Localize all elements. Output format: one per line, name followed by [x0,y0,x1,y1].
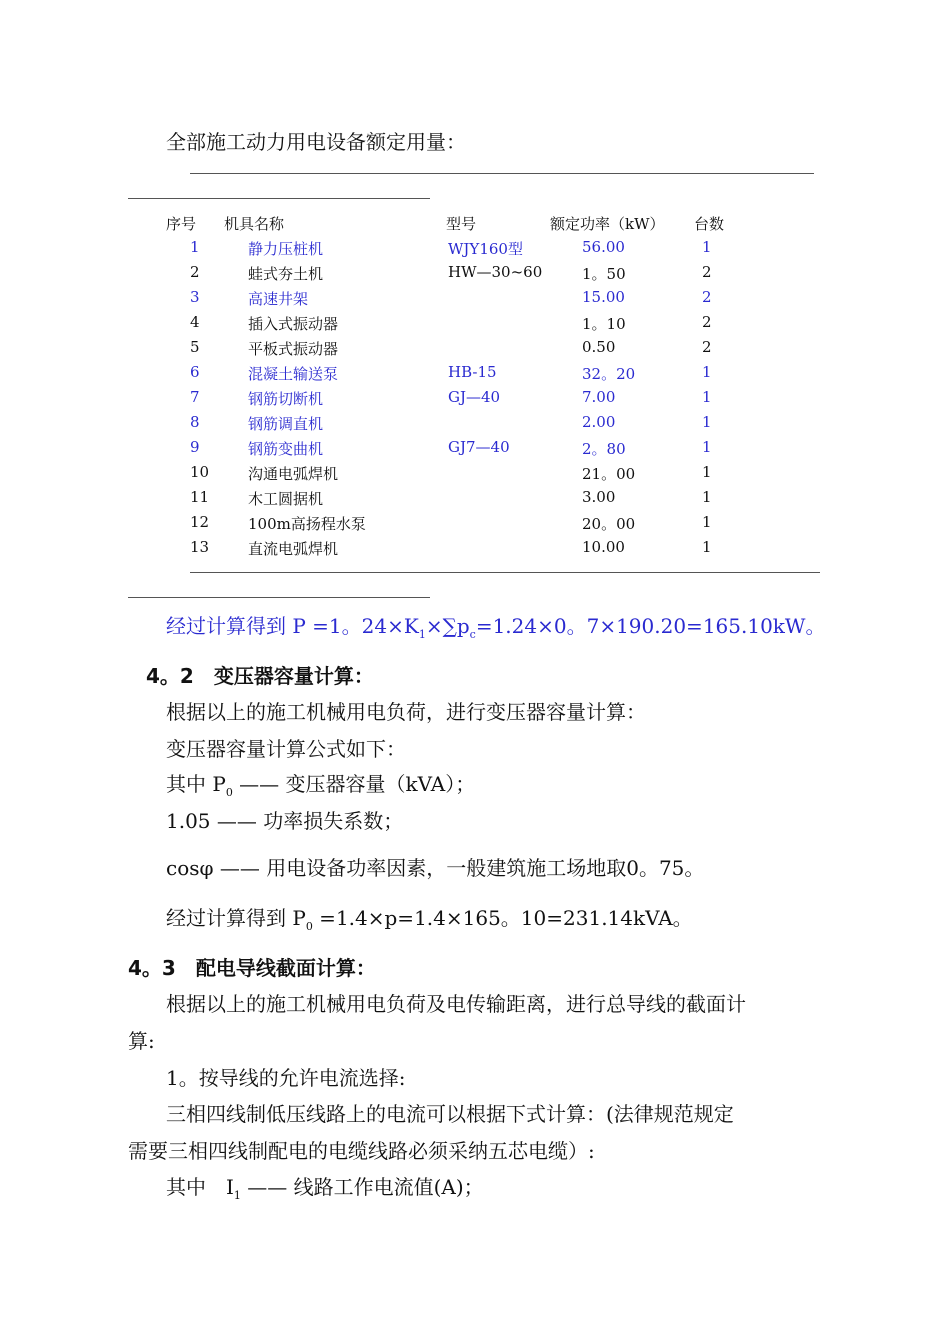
table-header [0,213,950,238]
cell-name: 沟通电弧焊机 [248,465,339,483]
cell-power: 32。20 [582,365,636,383]
section-43-line4: 其中 $I_1$ —— 线路工作电流值(A)； [166,1175,484,1202]
section-43-line1b: 算: [128,1029,155,1053]
section-42-line4: 1.05 —— 功率损失系数； [166,809,404,833]
cell-no: 2 [190,263,200,281]
table-row [0,463,950,488]
header-name: 机具名称 [224,215,285,233]
section-42-heading: 4。2 变压器容量计算： [146,664,374,688]
cell-no: 6 [190,363,200,381]
cell-model: GJ7—40 [448,438,510,456]
cell-no: 10 [190,463,210,481]
header-no: 序号 [166,215,197,233]
section-42-line3: 其中 $P_0$ —— 变压器容量（kVA）； [166,772,476,799]
cell-power: 15.00 [582,288,625,306]
table-row [0,313,950,338]
section-43-heading: 4。3 配电导线截面计算： [128,956,376,980]
cell-name: 钢筋切断机 [248,390,324,408]
cell-no: 3 [190,288,200,306]
cell-power: 3.00 [582,488,616,506]
cell-model: GJ—40 [448,388,501,406]
table-row [0,288,950,313]
table-row [0,538,950,563]
table-top-rule-2 [128,198,430,199]
cell-no: 7 [190,388,200,406]
table-row [0,363,950,388]
cell-name: 钢筋调直机 [248,415,324,433]
cell-power: 7.00 [582,388,616,406]
cell-power: 2。80 [582,440,626,458]
cell-power: 21。00 [582,465,636,483]
intro-title: 全部施工动力用电设备额定用量： [166,130,466,154]
cell-count: 1 [702,388,712,406]
section-43-line3a: 三相四线制低压线路上的电流可以根据下式计算：(法律规范规定 [166,1102,734,1126]
table-row [0,238,950,263]
table-row [0,263,950,288]
section-42-line2: 变压器容量计算公式如下： [166,737,406,761]
cell-no: 13 [190,538,210,556]
cell-name: 直流电弧焊机 [248,540,339,558]
cell-name: 木工圆据机 [248,490,324,508]
header-count: 台数 [694,215,725,233]
cell-power: 56.00 [582,238,625,256]
cell-name: 100m高扬程水泵 [248,515,366,533]
cell-count: 1 [702,463,712,481]
section-42-line6: 经过计算得到 $P_0 =1.4\times p=1.4\times 165$。10=231.14kVA。 [166,906,693,933]
cell-name: 高速井架 [248,290,309,308]
table-top-rule-1 [190,173,814,174]
cell-power: 0.50 [582,338,616,356]
table-row [0,438,950,463]
cell-power: 20。00 [582,515,636,533]
section-42-line5: cosφ —— 用电设备功率因素，一般建筑施工场地取0。75。 [166,856,705,880]
cell-no: 11 [190,488,210,506]
table-row [0,413,950,438]
table-bottom-rule-2 [128,597,430,598]
cell-no: 5 [190,338,200,356]
table-bottom-rule-1 [190,572,820,573]
cell-count: 1 [702,438,712,456]
section-43-line2: 1。按导线的允许电流选择: [166,1066,406,1090]
section-42-line1: 根据以上的施工机械用电负荷，进行变压器容量计算： [166,700,646,724]
cell-power: 1。50 [582,265,626,283]
cell-name: 钢筋变曲机 [248,440,324,458]
cell-no: 1 [190,238,200,256]
cell-count: 2 [702,263,712,281]
cell-count: 1 [702,538,712,556]
cell-name: 插入式振动器 [248,315,339,333]
section-43-line1a: 根据以上的施工机械用电负荷及电传输距离，进行总导线的截面计 [166,992,746,1016]
cell-count: 1 [702,363,712,381]
cell-power: 2.00 [582,413,616,431]
header-model: 型号 [446,215,477,233]
cell-model: HW—30~60 [448,263,543,281]
cell-count: 2 [702,338,712,356]
table-row [0,388,950,413]
header-power: 额定功率（kW） [550,215,665,233]
cell-name: 平板式振动器 [248,340,339,358]
cell-count: 1 [702,488,712,506]
cell-model: HB-15 [448,363,497,381]
table-row [0,488,950,513]
cell-model: WJY160型 [448,240,523,258]
cell-power: 1。10 [582,315,626,333]
cell-no: 9 [190,438,200,456]
cell-count: 2 [702,313,712,331]
cell-count: 2 [702,288,712,306]
cell-name: 蛙式夯土机 [248,265,324,283]
cell-name: 静力压桩机 [248,240,324,258]
table-row [0,338,950,363]
section-43-line3b: 需要三相四线制配电的电缆线路必须采纳五芯电缆）: [128,1139,595,1163]
cell-no: 12 [190,513,210,531]
cell-count: 1 [702,513,712,531]
cell-count: 1 [702,238,712,256]
cell-no: 4 [190,313,200,331]
cell-power: 10.00 [582,538,625,556]
table-row [0,513,950,538]
calc-result: 经过计算得到 P =1。$24\times K_1\times\sum p_c=1.24\times 0$。7×190.20=165.10kW。 [166,614,826,641]
cell-no: 8 [190,413,200,431]
cell-name: 混凝土输送泵 [248,365,339,383]
cell-count: 1 [702,413,712,431]
